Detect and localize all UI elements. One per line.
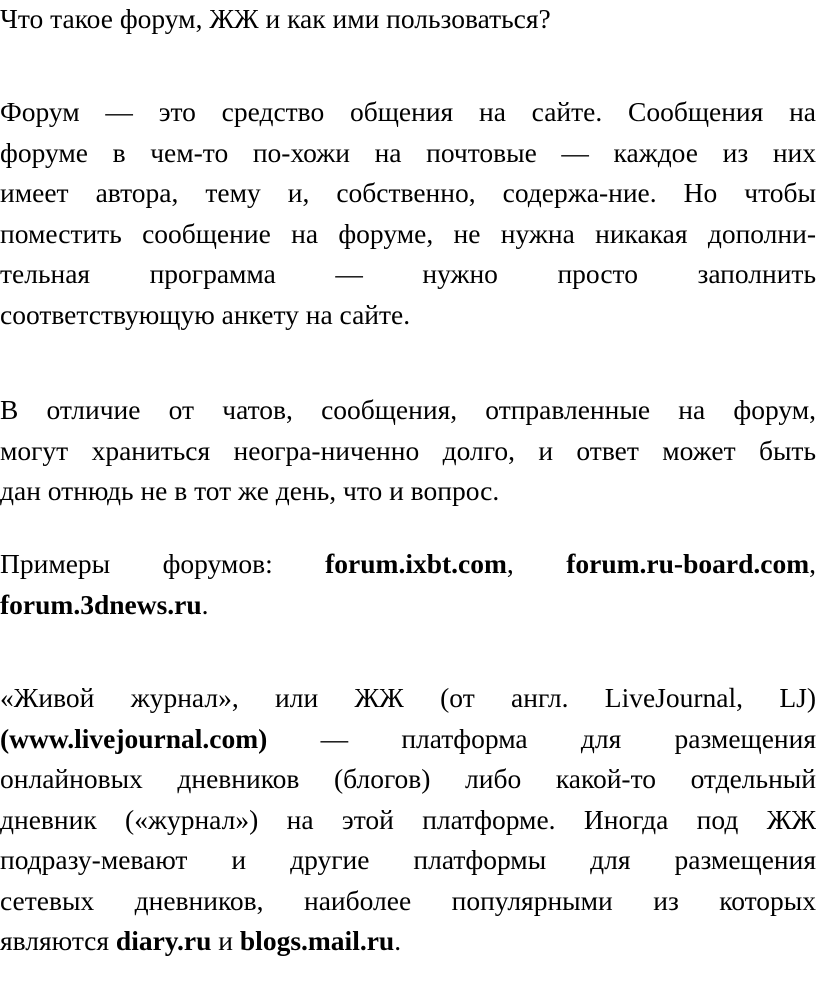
text-line: имеет автора, тему и, собственно, содержа-ние. Но чтобы [0,177,816,208]
text-line [0,719,816,760]
text-fragment: являются [0,925,116,956]
period: . [394,925,402,956]
text-line: соответствующую анкету на сайте. [0,298,411,330]
paragraph-forum-examples [0,544,816,625]
text-line: Форум — это средство общения на сайте. Сообщения на [0,96,816,127]
text-line: онлайновых дневников (блогов) либо какой-то отдельный [0,763,816,794]
text-line: подразу-мевают и другие платформы для размещения [0,844,816,875]
paragraph-forum-vs-chat [0,390,816,512]
text-line: В отличие от чатов, сообщения, отправленные на форум, [0,394,816,425]
link-forum-3dnews[interactable]: forum.3dnews.ru [0,588,202,620]
text-line: дневник («журнал») на этой платформе. Иногда под ЖЖ [0,803,816,835]
text-fragment: — платформа для размещения [267,722,816,754]
link-blogs-mail-ru[interactable]: blogs.mail.ru [239,925,395,956]
text-line: могут храниться неогра-ниченно долго, и ответ может быть [0,434,816,466]
examples-prefix: Примеры форумов: [0,548,326,579]
text-line [0,921,816,962]
separator: , [809,548,816,579]
link-livejournal[interactable]: (www.livejournal.com) [0,722,268,754]
text-line [0,544,816,585]
text-line: поместить сообщение на форуме, не нужна никакая дополни- [0,217,816,249]
text-line: дан отнюдь не в тот же день, что и вопрос. [0,475,500,506]
paragraph-livejournal [0,678,816,962]
paragraph-forum-definition [0,92,816,335]
text-line [0,585,816,626]
link-diary-ru[interactable]: diary.ru [115,925,212,956]
text-fragment: и [211,925,240,956]
page-title: Что такое форум, ЖЖ и как ими пользоваться? [0,3,551,34]
separator: , [506,548,567,579]
text-line: «Живой журнал», или ЖЖ (от англ. LiveJournal, LJ) [0,682,816,713]
text-line: форуме в чем-то по-хожи на почтовые — каждое из них [0,136,816,168]
link-forum-ixbt[interactable]: forum.ixbt.com [325,548,507,579]
text-line: сетевых дневников, наиболее популярными из которых [0,884,816,916]
text-line: тельная программа — нужно просто заполнить [0,258,816,289]
link-forum-ru-board[interactable]: forum.ru-board.com [566,548,810,579]
period: . [201,588,209,620]
